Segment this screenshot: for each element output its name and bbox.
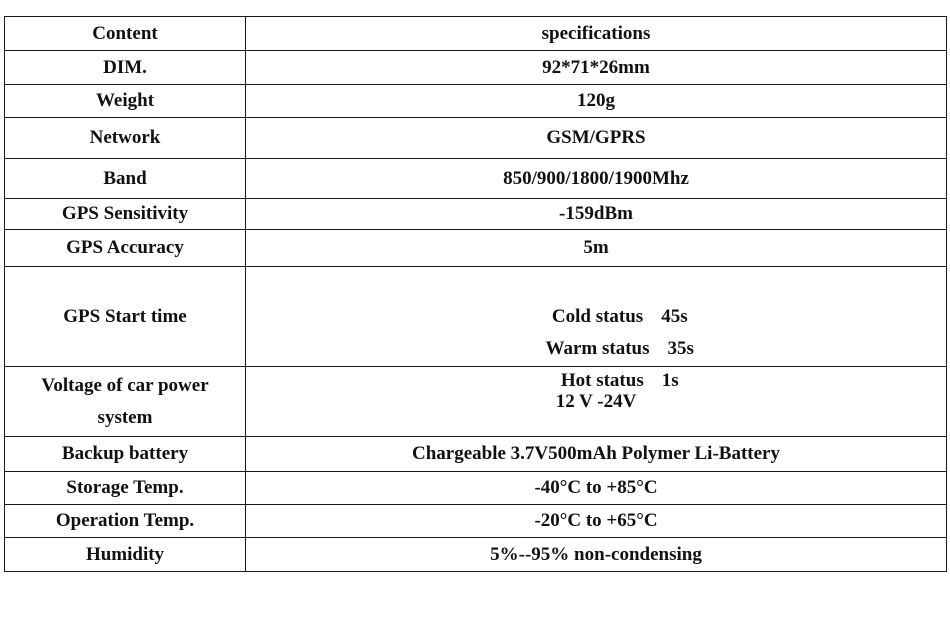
row-label: Operation Temp. [5,505,246,538]
status-value: 1s [661,369,679,391]
status-value: 45s [661,305,688,327]
row-value: Chargeable 3.7V500mAh Polymer Li-Battery [246,437,947,472]
header-specifications: specifications [246,17,947,51]
table-row-storage-temp [5,472,947,505]
row-value: 5m [246,230,947,267]
row-label: Backup battery [5,437,246,472]
row-label: Weight [5,85,246,118]
row-label: Band [5,159,246,199]
value-line: 12 V -24V [555,390,637,412]
row-label: Storage Temp. [5,472,246,505]
row-value-statuses [246,267,947,391]
table-row-gps-sensitivity [5,199,947,230]
status-label: Warm status [545,337,650,359]
row-label: Humidity [5,538,246,572]
row-value: -20°C to +65°C [246,505,947,538]
header-content: Content [5,17,246,51]
row-value: -40°C to +85°C [246,472,947,505]
table-row-gps-start-time [5,267,947,367]
row-label: DIM. [5,51,246,85]
status-label: Cold status [551,305,644,327]
table-row-backup-battery [5,437,947,472]
row-label: GPS Sensitivity [5,199,246,230]
table-row-weight [5,85,947,118]
table-row-gps-accuracy [5,230,947,267]
row-label [5,367,246,437]
row-value: 92*71*26mm [246,51,947,85]
table-row-band [5,159,947,199]
row-label: GPS Start time [5,267,246,367]
label-line-1: Voltage of car power [41,374,209,396]
row-value: 850/900/1800/1900Mhz [246,159,947,199]
specifications-table [4,16,947,572]
row-value: -159dBm [246,199,947,230]
table-row-dim [5,51,947,85]
table-row-voltage [5,367,947,437]
row-label: GPS Accuracy [5,230,246,267]
status-label: Hot status [560,369,644,391]
table-row-network [5,118,947,159]
status-cold [246,269,946,327]
table-header-row [5,17,947,51]
status-value: 35s [667,337,694,359]
row-value: 5%--95% non-condensing [246,538,947,572]
label-line-2: system [97,406,153,428]
row-value: 120g [246,85,947,118]
row-value: GSM/GPRS [246,118,947,159]
row-label: Network [5,118,246,159]
table-row-operation-temp [5,505,947,538]
table-row-humidity [5,538,947,572]
